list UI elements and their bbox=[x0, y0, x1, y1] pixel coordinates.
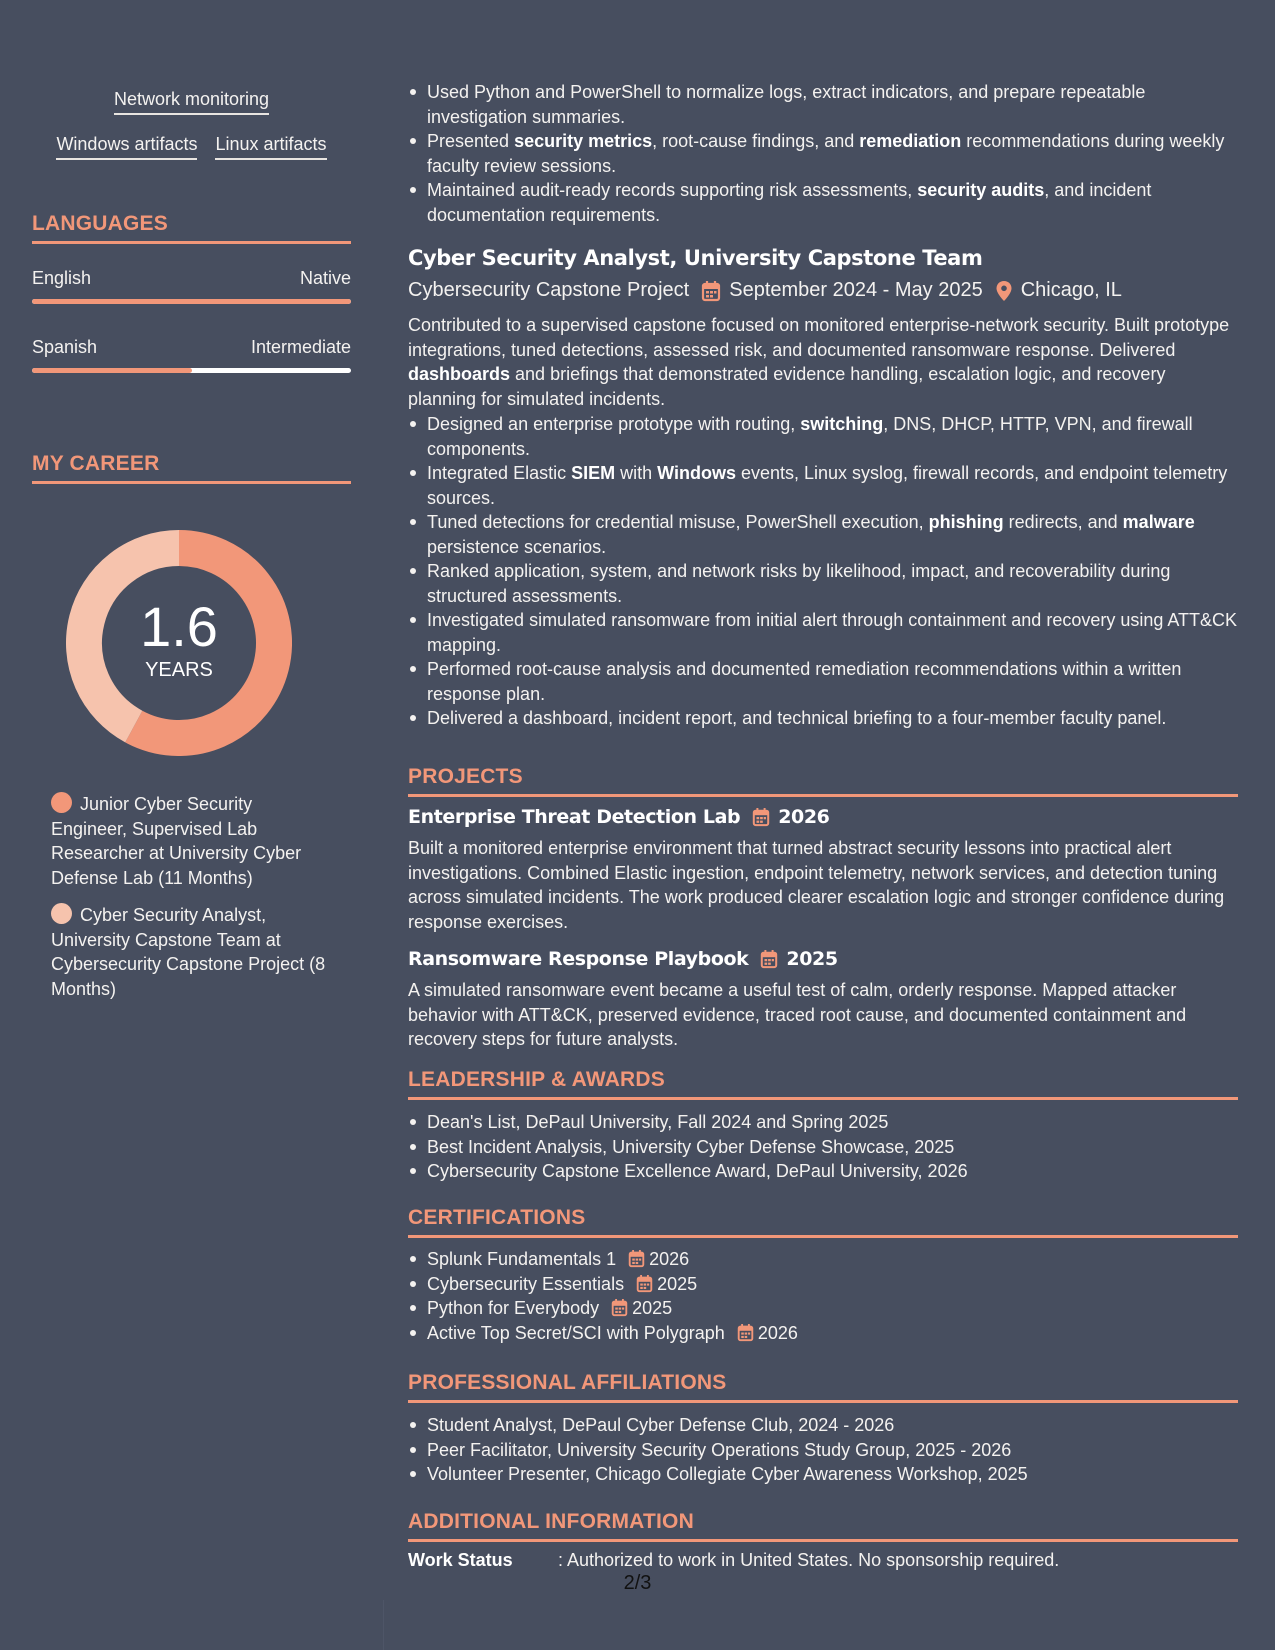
certification-item bbox=[408, 1296, 1238, 1321]
bold-keyword: phishing bbox=[928, 512, 1004, 532]
list-item: Peer Facilitator, University Security Operations Study Group, 2025 - 2026 bbox=[408, 1438, 1238, 1463]
project-title bbox=[408, 948, 1238, 970]
career-years-unit: YEARS bbox=[145, 658, 213, 681]
languages-heading: LANGUAGES bbox=[32, 212, 351, 244]
calendar-icon bbox=[701, 280, 721, 302]
certification-year: 2025 bbox=[657, 1273, 698, 1294]
legend-dot bbox=[51, 792, 72, 813]
job-title: Cyber Security Analyst, University Capstone Team bbox=[408, 246, 983, 270]
bullet-item: Designed an enterprise prototype with routing, switching, DNS, DHCP, HTTP, VPN, and firewall components. bbox=[408, 412, 1238, 461]
career-donut-center bbox=[66, 530, 292, 756]
project-year: 2025 bbox=[786, 948, 838, 970]
job-location: Chicago, IL bbox=[1020, 279, 1122, 301]
job-company: Cybersecurity Capstone Project bbox=[408, 279, 690, 301]
bullet-item: Delivered a dashboard, incident report, and technical briefing to a four-member faculty panel. bbox=[408, 706, 1238, 731]
language-level: Intermediate bbox=[250, 337, 351, 357]
project-name: Enterprise Threat Detection Lab bbox=[408, 806, 741, 828]
language-name: Spanish bbox=[32, 337, 98, 357]
language-level: Native bbox=[299, 268, 351, 288]
certifications-heading: CERTIFICATIONS bbox=[408, 1206, 1238, 1238]
additional-info-heading: ADDITIONAL INFORMATION bbox=[408, 1510, 1238, 1542]
career-entry bbox=[51, 903, 331, 1001]
language-bar-fill bbox=[32, 299, 351, 304]
legend-dot bbox=[51, 903, 72, 924]
list-item: Cybersecurity Capstone Excellence Award, DePaul University, 2026 bbox=[408, 1159, 1238, 1184]
work-status-label: Work Status bbox=[408, 1550, 513, 1570]
certification-year: 2026 bbox=[757, 1322, 798, 1343]
career-years-value: 1.6 bbox=[140, 594, 218, 658]
certification-name: Active Top Secret/SCI with Polygraph bbox=[427, 1322, 725, 1343]
job-bullets bbox=[408, 412, 1238, 731]
bold-keyword: Windows bbox=[657, 463, 736, 483]
skill-chip: Network monitoring bbox=[114, 88, 269, 115]
skill-chip: Windows artifacts bbox=[56, 133, 197, 160]
project-title bbox=[408, 806, 1238, 828]
affiliations-heading: PROFESSIONAL AFFILIATIONS bbox=[408, 1371, 1238, 1403]
language-row-spanish bbox=[32, 337, 351, 358]
language-bar-english bbox=[32, 299, 351, 304]
bullet-item: Ranked application, system, and network risks by likelihood, impact, and recoverability during structured assessments. bbox=[408, 559, 1238, 608]
project-description: Built a monitored enterprise environment that turned abstract security lessons into practical alert investigations. Combined Elastic ingestion, endpoint telemetry, network services, and detection tuning across simulated incidents. The work produced clearer escalation logic and stronger confidence during response exercises. bbox=[408, 838, 1225, 932]
career-entry-text: Cyber Security Analyst, University Capstone Team at Cybersecurity Capstone Project (8 Months) bbox=[51, 905, 326, 999]
list-item: Volunteer Presenter, Chicago Collegiate Cyber Awareness Workshop, 2025 bbox=[408, 1462, 1238, 1487]
calendar-icon bbox=[752, 807, 770, 827]
calendar-icon bbox=[628, 1249, 645, 1268]
awards-heading: LEADERSHIP & AWARDS bbox=[408, 1068, 1238, 1100]
career-entry-text: Junior Cyber Security Engineer, Supervised Lab Researcher at University Cyber Defense Lab (11 Months) bbox=[51, 794, 302, 888]
previous-job-bullets bbox=[408, 80, 1238, 227]
certification-name: Python for Everybody bbox=[427, 1298, 600, 1318]
bullet-item: Presented security metrics, root-cause findings, and remediation recommendations during weekly faculty review sessions. bbox=[408, 129, 1238, 178]
affiliations-list bbox=[408, 1413, 1238, 1487]
certification-name: Cybersecurity Essentials bbox=[427, 1273, 625, 1294]
language-name: English bbox=[32, 268, 92, 288]
certification-item bbox=[408, 1272, 1238, 1297]
certification-year: 2026 bbox=[649, 1249, 690, 1269]
language-bar-fill bbox=[32, 368, 192, 373]
language-bar-spanish bbox=[32, 368, 351, 373]
bold-keyword: switching bbox=[800, 414, 884, 434]
projects-heading: PROJECTS bbox=[408, 765, 1238, 797]
bullet-item: Integrated Elastic SIEM with Windows events, Linux syslog, firewall records, and endpoint telemetry sources. bbox=[408, 461, 1238, 510]
skill-chip: Linux artifacts bbox=[215, 133, 326, 160]
project-description: A simulated ransomware event became a useful test of calm, orderly response. Mapped attacker behavior with ATT&CK, preserved evidence, traced root cause, and documented containment and recovery steps for future analysts. bbox=[408, 980, 1187, 1049]
job-dates: September 2024 - May 2025 bbox=[729, 279, 983, 301]
location-pin-icon bbox=[995, 280, 1013, 302]
skills-row-2 bbox=[32, 133, 351, 160]
bullet-item: Investigated simulated ransomware from initial alert through containment and recovery using ATT&CK mapping. bbox=[408, 608, 1238, 657]
career-entry bbox=[51, 792, 331, 890]
bold-keyword: security metrics bbox=[514, 131, 653, 151]
bullet-item: Performed root-cause analysis and documented remediation recommendations within a written response plan. bbox=[408, 657, 1238, 706]
page-number: 2/3 bbox=[623, 1572, 652, 1594]
certification-item bbox=[408, 1321, 1238, 1346]
certification-item bbox=[408, 1247, 1238, 1272]
project-year: 2026 bbox=[778, 806, 830, 828]
job-meta bbox=[408, 279, 1238, 302]
calendar-icon bbox=[737, 1323, 754, 1342]
language-row-english bbox=[32, 268, 351, 289]
bullet-item: Maintained audit-ready records supporting risk assessments, security audits, and incident documentation requirements. bbox=[408, 178, 1238, 227]
calendar-icon bbox=[611, 1298, 628, 1317]
work-status-row bbox=[408, 1550, 1238, 1571]
certifications-list bbox=[408, 1247, 1238, 1345]
calendar-icon bbox=[636, 1274, 653, 1293]
skills-row-1 bbox=[32, 88, 351, 115]
certification-name: Splunk Fundamentals 1 bbox=[427, 1249, 617, 1269]
bold-keyword: SIEM bbox=[571, 463, 616, 483]
bold-keyword: malware bbox=[1122, 512, 1195, 532]
calendar-icon bbox=[760, 949, 778, 969]
project-name: Ransomware Response Playbook bbox=[408, 948, 749, 970]
bold-keyword: dashboards bbox=[408, 364, 511, 384]
certification-year: 2025 bbox=[632, 1298, 673, 1318]
list-item: Student Analyst, DePaul Cyber Defense Club, 2024 - 2026 bbox=[408, 1413, 1238, 1438]
bullet-item: Used Python and PowerShell to normalize logs, extract indicators, and prepare repeatable investigation summaries. bbox=[408, 80, 1238, 129]
awards-list bbox=[408, 1110, 1238, 1184]
bold-keyword: remediation bbox=[859, 131, 962, 151]
career-heading: MY CAREER bbox=[32, 452, 351, 484]
list-item: Best Incident Analysis, University Cyber Defense Showcase, 2025 bbox=[408, 1135, 1238, 1160]
bullet-item: Tuned detections for credential misuse, PowerShell execution, phishing redirects, and malware persistence scenarios. bbox=[408, 510, 1238, 559]
work-status-value: : Authorized to work in United States. No sponsorship required. bbox=[558, 1550, 1060, 1570]
bold-keyword: security audits bbox=[917, 180, 1045, 200]
job-summary: Contributed to a supervised capstone focused on monitored enterprise-network security. Built prototype integrations, tuned detections, assessed risk, and documented ransomware response. Delivered dashboards and briefings that demonstrated evidence handling, escalation logic, and recovery planning for simulated incidents. bbox=[408, 315, 1230, 409]
list-item: Dean's List, DePaul University, Fall 2024 and Spring 2025 bbox=[408, 1110, 1238, 1135]
column-divider bbox=[383, 1600, 384, 1650]
